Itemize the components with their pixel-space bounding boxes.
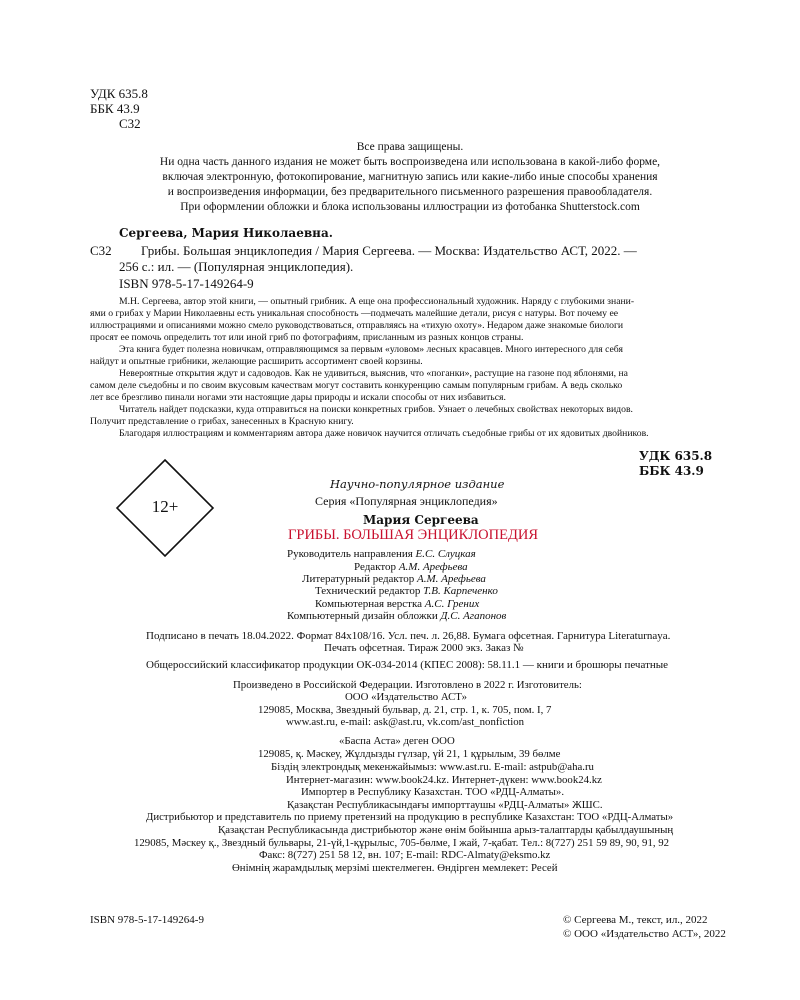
genre-label: Научно-популярное издание (330, 477, 505, 491)
footer-copyright: © Сергеева М., текст, ил., 2022 (563, 914, 708, 926)
rights-line: Все права защищены. (356, 141, 464, 153)
bbk-code-bold: ББК 43.9 (639, 464, 704, 478)
manufacturer-line: www.ast.ru, e-mail: ask@ast.ru, vk.com/ast_nonfiction (286, 716, 525, 728)
credit-line (287, 610, 506, 622)
credit-role: Компьютерная верстка (315, 598, 425, 610)
credit-line (315, 585, 498, 597)
annotation-line: Читатель найдет подсказки, куда отправиться на поиски конкретных грибов. Узнает о лечебных свойствах некоторых видов. (119, 404, 633, 415)
biblio-description: 256 с.: ил. — (Популярная энциклопедия). (119, 259, 354, 274)
cutter-mark: С32 (90, 243, 112, 258)
cutter-code: С32 (119, 116, 141, 131)
annotation-line: самом деле съедобны и по своим вкусовым качествам могут составить конкуренцию самым популярным грибам. А ведь сколько (90, 380, 623, 391)
series-label: Серия «Популярная энциклопедия» (315, 494, 498, 508)
kz-line: Қазақстан Республикасындағы импорттаушы «РДЦ-Алматы» ЖШС. (287, 799, 603, 811)
credit-line (354, 561, 468, 573)
footer-copyright: © ООО «Издательство АСТ», 2022 (563, 928, 726, 940)
book-title: ГРИБЫ. БОЛЬШАЯ ЭНЦИКЛОПЕДИЯ (288, 527, 538, 543)
isbn: ISBN 978-5-17-149264-9 (119, 276, 254, 291)
kz-line: Дистрибьютор и представитель по приему претензий на продукцию в республике Казахстан: ТОО «РДЦ-Алматы» (146, 811, 674, 823)
biblio-description: Грибы. Большая энциклопедия / Мария Сергеева. — Москва: Издательство АСТ, 2022. — (141, 243, 637, 258)
kz-line: Интернет-магазин: www.book24.kz. Интернет-дүкен: www.book24.kz (286, 774, 602, 786)
credit-role: Редактор (354, 561, 399, 573)
annotation-line: ями о грибах у Марии Николаевны есть уникальная способность —подмечать малейшие детали, рисуя с натуры. Вот почему ее (90, 308, 619, 319)
kz-line: 129085, Мәскеу қ., Звездный бульвары, 21-үй,1-құрылыс, 705-бөлме, I жай, 7-қабат. Тел.: 8(727) 251 59 89, 90, 91, 92 (134, 837, 670, 849)
kz-line: Өнімнің жарамдылық мерзімі шектелмеген. Өндірген мемлекет: Ресей (232, 862, 558, 874)
annotation-line: Благодаря иллюстрациям и комментариям автора даже новичок научится отличать съедобные грибы от их ядовитых двойников. (119, 428, 649, 439)
credit-name: Е.С. Слуцкая (415, 548, 476, 560)
annotation-line: просят ее помочь определить тот или иной гриб по фотографиям, присланным из разных концов страны. (90, 332, 524, 343)
kz-line: Біздің электрондық мекенжайымыз: www.ast.ru. E-mail: astpub@aha.ru (271, 761, 594, 773)
credit-name: А.С. Грених (424, 598, 480, 610)
annotation-line: лет все брезгливо пинали ногами эти настоящие дары природы и искали способы от них избавиться. (90, 392, 506, 403)
kz-line: Факс: 8(727) 251 58 12, вн. 107; E-mail: RDC-Almaty@eksmo.kz (259, 849, 551, 861)
kz-line: Қазақстан Республикасында дистрибьютор және өнім бойынша арыз-талаптарды қабылдаушының (218, 824, 674, 836)
rights-line: включая электронную, фотокопирование, магнитную запись или какие-либо иные способы хранения (162, 171, 658, 183)
udk-code: УДК 635.8 (90, 86, 148, 101)
kz-line: Импортер в Республику Казахстан. ТОО «РДЦ-Алматы». (301, 786, 565, 798)
rights-line: и воспроизведения информации, без предварительного письменного разрешения правообладателя. (167, 186, 653, 198)
credit-name: А.М. Арефьева (398, 561, 468, 573)
product-classifier: Общероссийский классификатор продукции ОК-034-2014 (КПЕС 2008): 58.11.1 — книги и брошюры печатные (146, 659, 669, 671)
annotation-line: Получит представление о грибах, занесенных в Красную книгу. (90, 416, 354, 427)
credit-name: А.М. Арефьева (417, 573, 486, 585)
manufacturer-line: Произведено в Российской Федерации. Изготовлено в 2022 г. Изготовитель: (233, 679, 582, 691)
kz-line: «Баспа Аста» деген ООО (339, 735, 455, 747)
credit-name: Т.В. Карпеченко (423, 585, 498, 597)
annotation-line: иллюстрациями и описаниями можно смело руководствоваться, отправляясь на «тихую охоту». Недаром даже знакомые биологи (90, 320, 624, 331)
credit-name: Д.С. Агапонов (440, 610, 507, 622)
print-details: Подписано в печать 18.04.2022. Формат 84x108/16. Усл. печ. л. 26,88. Бумага офсетная. Гарнитура Literaturnaya. (146, 630, 671, 642)
udk-code-bold: УДК 635.8 (639, 449, 713, 463)
imprint-author: Мария Сергеева (363, 513, 479, 527)
rights-line: Ни одна часть данного издания не может быть воспроизведена или использована в какой-либо форме, (159, 156, 661, 168)
kz-line: 129085, қ. Мәскеу, Жұлдызды гүлзар, үй 21, 1 құрылым, 39 бөлме (258, 748, 561, 760)
footer-isbn: ISBN 978-5-17-149264-9 (90, 914, 204, 926)
author-heading: Сергеева, Мария Николаевна. (119, 226, 333, 240)
annotation-line: Невероятные открытия ждут и садоводов. Как не удивиться, выяснив, что «поганки», растущие на газоне под яблонями, на (119, 368, 628, 379)
annotation-line: М.Н. Сергеева, автор этой книги, — опытный грибник. А еще она профессиональный художник. Наряду с глубокими знани- (119, 296, 635, 307)
credit-role: Руководитель направления (287, 548, 416, 560)
credit-role: Компьютерный дизайн обложки (287, 610, 441, 622)
manufacturer-line: 129085, Москва, Звездный бульвар, д. 21, стр. 1, к. 705, пом. I, 7 (258, 704, 552, 716)
rights-line: При оформлении обложки и блока использованы иллюстрации из фотобанка Shutterstock.com (180, 201, 640, 213)
credit-line (315, 598, 479, 610)
manufacturer-line: ООО «Издательство АСТ» (345, 691, 467, 703)
bbk-code: ББК 43.9 (90, 101, 140, 116)
credit-role: Технический редактор (315, 585, 424, 597)
age-rating-badge (115, 458, 215, 558)
credit-line (302, 573, 486, 585)
age-rating-label: 12+ (151, 497, 179, 516)
credit-role: Литературный редактор (302, 573, 418, 585)
annotation-line: Эта книга будет полезна новичкам, отправляющимся за первым «уловом» лесных красавцев. Много интересного для себя (119, 344, 623, 355)
print-details: Печать офсетная. Тираж 2000 экз. Заказ № (324, 642, 524, 654)
credit-line (287, 548, 476, 560)
annotation-line: найдут и опытные грибники, желающие расширить ассортимент своей корзины. (90, 356, 423, 367)
